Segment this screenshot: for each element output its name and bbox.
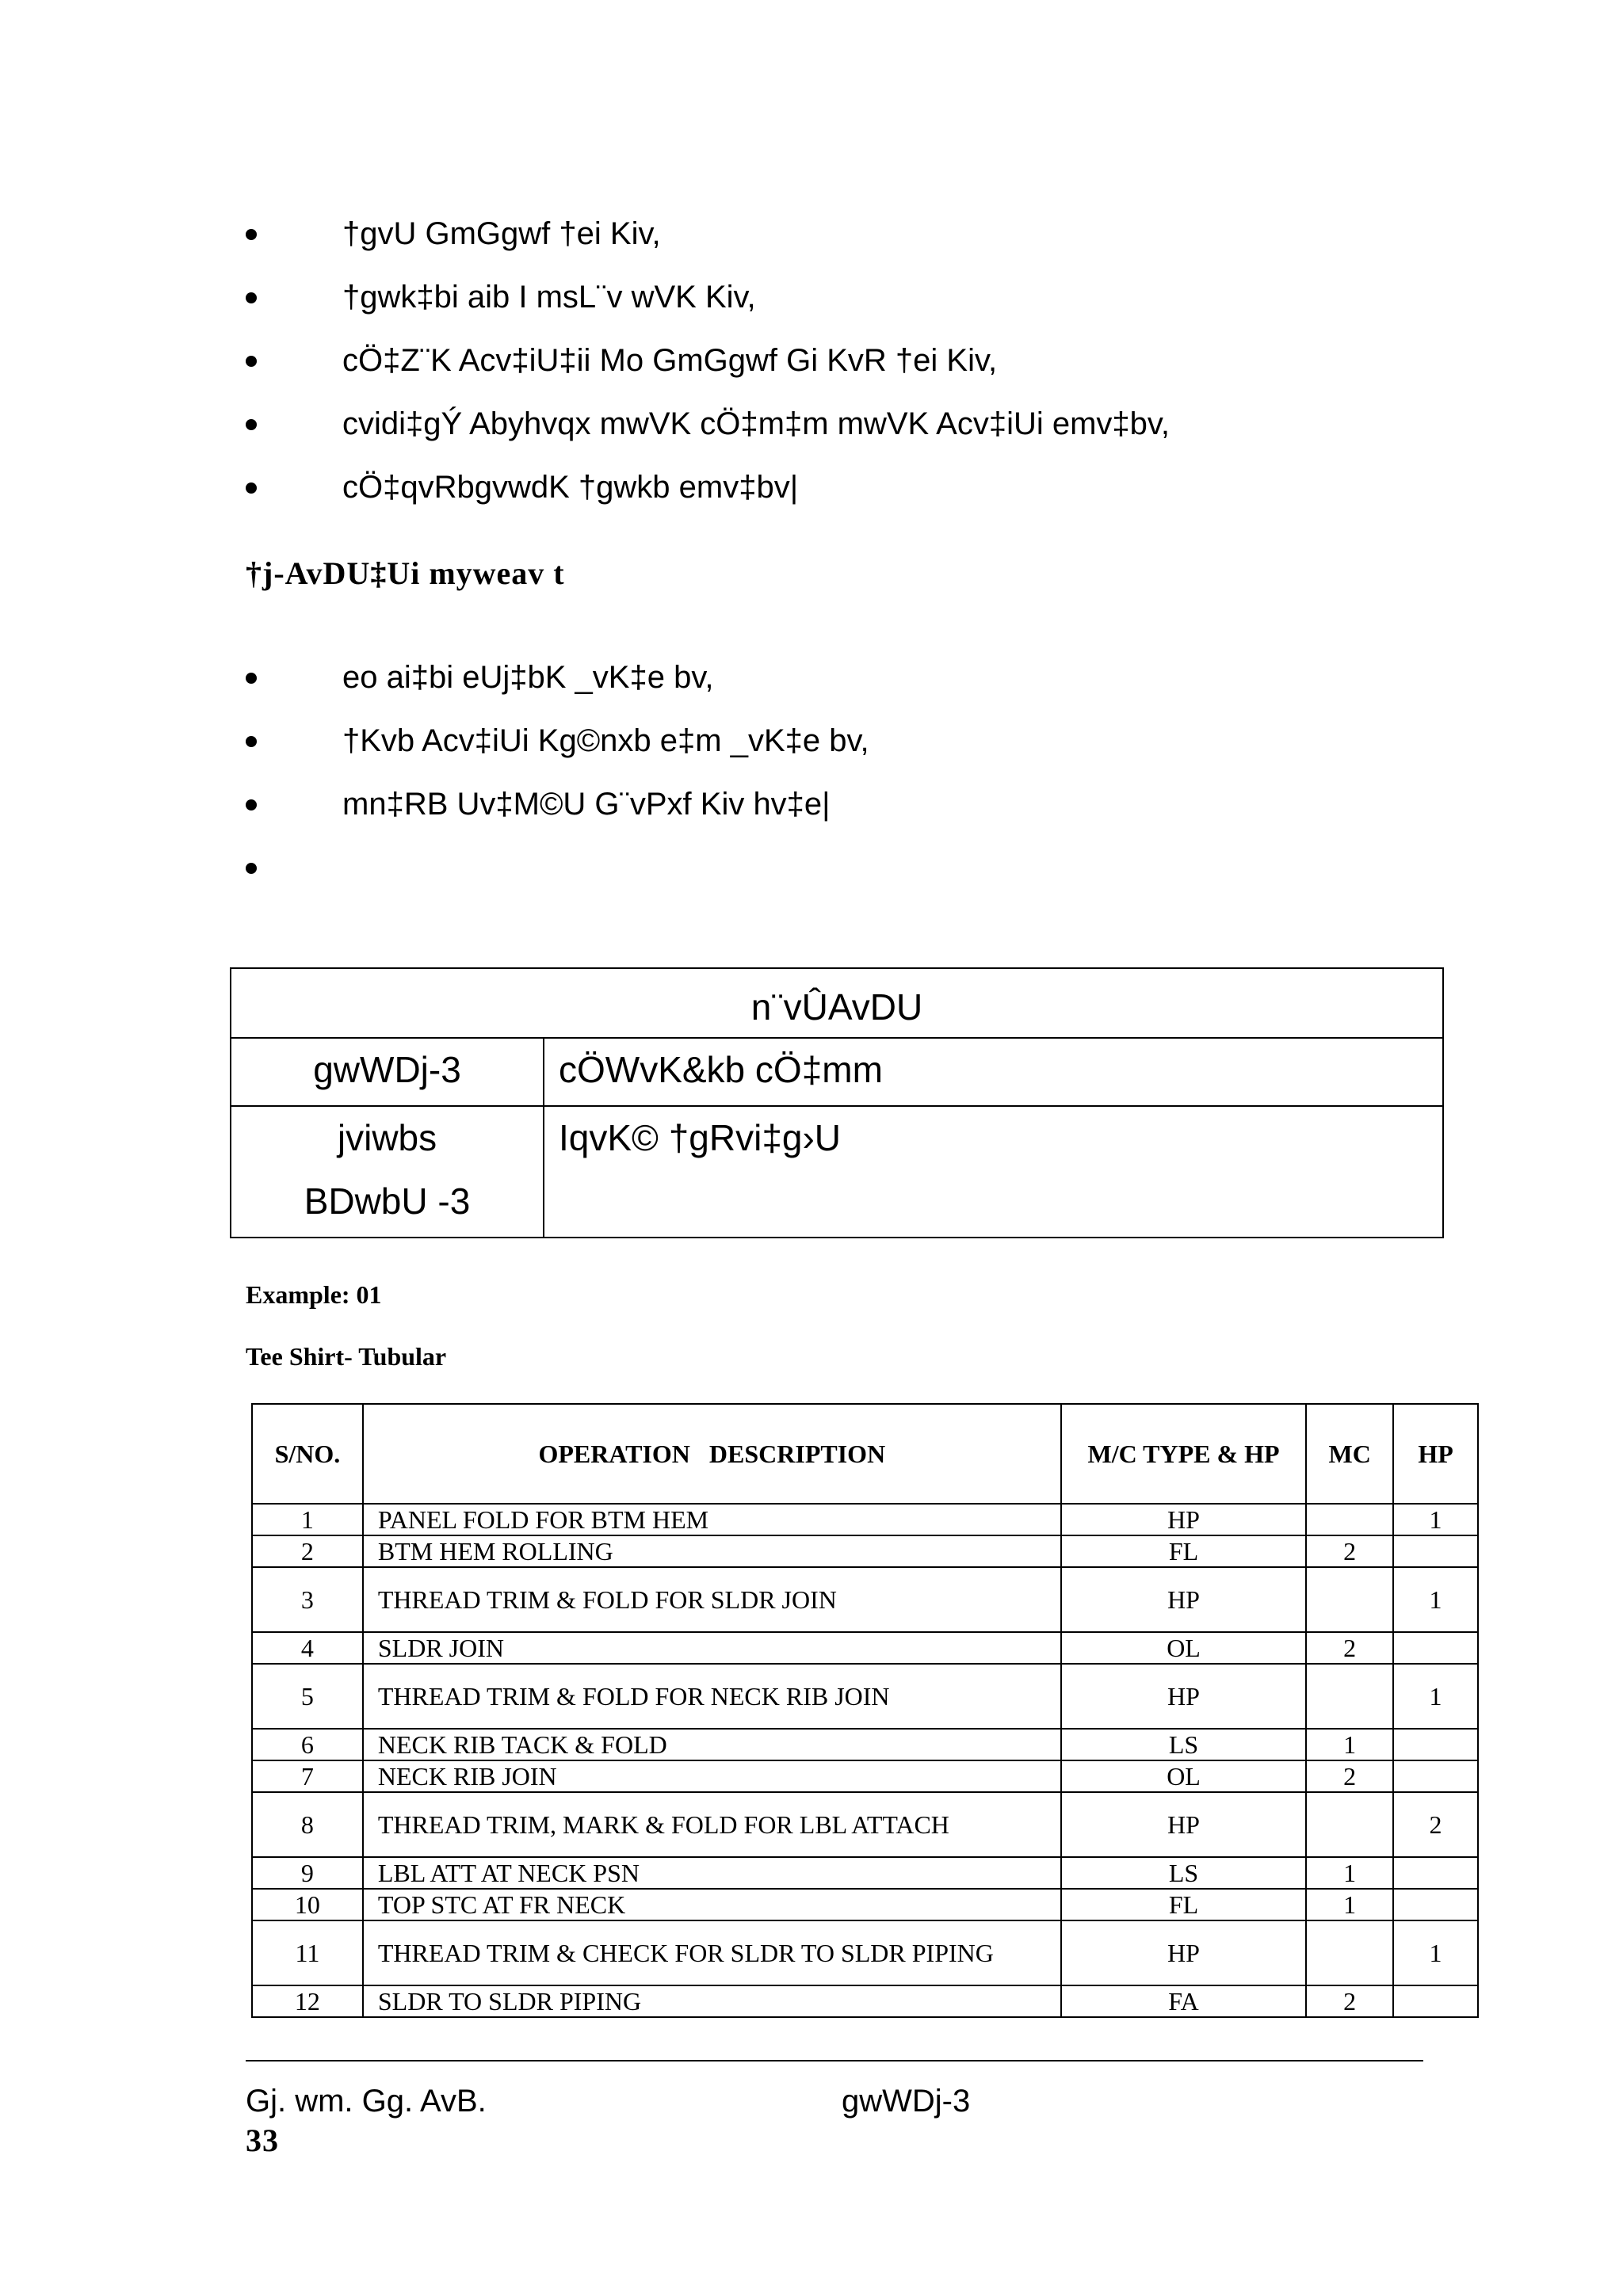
cell-sno: 8 bbox=[252, 1792, 363, 1857]
cell-operation: NECK RIB JOIN bbox=[363, 1760, 1061, 1792]
cell-mc bbox=[1306, 1567, 1393, 1632]
table-row bbox=[252, 1760, 1478, 1792]
cell-operation: SLDR JOIN bbox=[363, 1632, 1061, 1664]
cell-hp: 1 bbox=[1393, 1664, 1478, 1729]
bullet-icon bbox=[246, 736, 257, 747]
learning-unit-label-line2: BDwbU -3 bbox=[304, 1180, 471, 1222]
table-row bbox=[252, 1535, 1478, 1567]
cell-sno: 9 bbox=[252, 1857, 363, 1889]
bullet-icon bbox=[246, 356, 257, 367]
cell-mc: 1 bbox=[1306, 1889, 1393, 1920]
cell-hp bbox=[1393, 1985, 1478, 2017]
cell-operation: LBL ATT AT NECK PSN bbox=[363, 1857, 1061, 1889]
info-box bbox=[230, 967, 1444, 1238]
example-label: Example: 01 bbox=[246, 1280, 382, 1309]
garment-label: Tee Shirt- Tubular bbox=[246, 1342, 447, 1371]
bullet-icon bbox=[246, 799, 257, 810]
cell-mc: 2 bbox=[1306, 1632, 1393, 1664]
footer-rule bbox=[246, 2060, 1423, 2061]
section-heading: †j-AvDU‡Ui myweav t bbox=[246, 555, 565, 591]
list-item-text: eo ai‡bi eUj‡bK _vK‡e bv, bbox=[342, 660, 714, 695]
cell-mc-type: LS bbox=[1061, 1857, 1306, 1889]
cell-hp bbox=[1393, 1729, 1478, 1760]
cell-hp: 1 bbox=[1393, 1504, 1478, 1535]
cell-sno: 2 bbox=[252, 1535, 363, 1567]
cell-mc-type: LS bbox=[1061, 1729, 1306, 1760]
cell-mc-type: FL bbox=[1061, 1889, 1306, 1920]
cell-mc: 1 bbox=[1306, 1729, 1393, 1760]
cell-hp: 1 bbox=[1393, 1567, 1478, 1632]
header-sno: S/NO. bbox=[252, 1404, 363, 1504]
list-item-text: †gvU GmGgwf †ei Kiv, bbox=[342, 216, 661, 251]
list-item-text: †gwk‡bi aib I msL¨v wVK Kiv, bbox=[342, 280, 756, 315]
footer-center: gwWDj-3 bbox=[842, 2084, 971, 2119]
cell-sno: 10 bbox=[252, 1889, 363, 1920]
cell-operation: THREAD TRIM & FOLD FOR NECK RIB JOIN bbox=[363, 1664, 1061, 1729]
operations-table bbox=[251, 1403, 1479, 2018]
list-item-text: cÖ‡Z¨K Acv‡iU‡ii Mo GmGgwf Gi KvR †ei Kiv, bbox=[342, 343, 998, 378]
cell-hp: 1 bbox=[1393, 1920, 1478, 1985]
cell-mc-type: HP bbox=[1061, 1504, 1306, 1535]
cell-hp bbox=[1393, 1632, 1478, 1664]
cell-operation: PANEL FOLD FOR BTM HEM bbox=[363, 1504, 1061, 1535]
cell-sno: 12 bbox=[252, 1985, 363, 2017]
cell-mc bbox=[1306, 1792, 1393, 1857]
bullet-icon bbox=[246, 229, 257, 240]
cell-mc bbox=[1306, 1920, 1393, 1985]
cell-mc-type: FA bbox=[1061, 1985, 1306, 2017]
cell-mc-type: HP bbox=[1061, 1920, 1306, 1985]
table-header-row bbox=[252, 1404, 1478, 1504]
table-row bbox=[252, 1985, 1478, 2017]
cell-hp bbox=[1393, 1857, 1478, 1889]
page-number: 33 bbox=[246, 2122, 279, 2158]
bullet-icon bbox=[246, 863, 257, 874]
bullet-icon bbox=[246, 419, 257, 430]
cell-operation: SLDR TO SLDR PIPING bbox=[363, 1985, 1061, 2017]
cell-sno: 4 bbox=[252, 1632, 363, 1664]
cell-mc-type: HP bbox=[1061, 1664, 1306, 1729]
header-mc-type: M/C TYPE & HP bbox=[1061, 1404, 1306, 1504]
table-row bbox=[252, 1664, 1478, 1729]
cell-hp bbox=[1393, 1760, 1478, 1792]
list-item-text: mn‡RB Uv‡M©U G¨vPxf Kiv hv‡e| bbox=[342, 787, 831, 822]
cell-mc-type: HP bbox=[1061, 1792, 1306, 1857]
table-row bbox=[252, 1632, 1478, 1664]
cell-operation: BTM HEM ROLLING bbox=[363, 1535, 1061, 1567]
cell-mc: 2 bbox=[1306, 1535, 1393, 1567]
header-operation: OPERATION DESCRIPTION bbox=[363, 1404, 1061, 1504]
cell-hp bbox=[1393, 1535, 1478, 1567]
cell-operation: THREAD TRIM & FOLD FOR SLDR JOIN bbox=[363, 1567, 1061, 1632]
bullet-icon bbox=[246, 292, 257, 303]
learning-unit-value: IqvK© †gRvi‡g›U bbox=[559, 1117, 842, 1158]
cell-mc-type: OL bbox=[1061, 1632, 1306, 1664]
learning-unit-label-line1: jviwbs bbox=[337, 1117, 437, 1158]
cell-sno: 5 bbox=[252, 1664, 363, 1729]
cell-mc: 1 bbox=[1306, 1857, 1393, 1889]
cell-operation: TOP STC AT FR NECK bbox=[363, 1889, 1061, 1920]
module-value: cÖWvK&kb cÖ‡mm bbox=[559, 1049, 883, 1090]
table-row bbox=[252, 1504, 1478, 1535]
header-hp: HP bbox=[1393, 1404, 1478, 1504]
cell-mc: 2 bbox=[1306, 1760, 1393, 1792]
cell-operation: THREAD TRIM & CHECK FOR SLDR TO SLDR PIPING bbox=[363, 1920, 1061, 1985]
cell-mc bbox=[1306, 1504, 1393, 1535]
cell-hp bbox=[1393, 1889, 1478, 1920]
cell-operation: NECK RIB TACK & FOLD bbox=[363, 1729, 1061, 1760]
list-item-text: cvidi‡gÝ Abyhvqx mwVK cÖ‡m‡m mwVK Acv‡iUi emv‡bv, bbox=[342, 406, 1170, 441]
module-label: gwWDj-3 bbox=[313, 1049, 461, 1090]
cell-mc-type: HP bbox=[1061, 1567, 1306, 1632]
cell-mc-type: OL bbox=[1061, 1760, 1306, 1792]
cell-operation: THREAD TRIM, MARK & FOLD FOR LBL ATTACH bbox=[363, 1792, 1061, 1857]
cell-sno: 1 bbox=[252, 1504, 363, 1535]
cell-hp: 2 bbox=[1393, 1792, 1478, 1857]
table-row bbox=[252, 1889, 1478, 1920]
cell-mc: 2 bbox=[1306, 1985, 1393, 2017]
list-item-text: cÖ‡qvRbgvwdK †gwkb emv‡bv| bbox=[342, 470, 799, 505]
table-row bbox=[252, 1920, 1478, 1985]
cell-sno: 7 bbox=[252, 1760, 363, 1792]
table-row bbox=[252, 1729, 1478, 1760]
header-mc: MC bbox=[1306, 1404, 1393, 1504]
info-box-title: n¨vÛAvDU bbox=[231, 969, 1442, 1039]
bullet-icon bbox=[246, 482, 257, 494]
cell-sno: 6 bbox=[252, 1729, 363, 1760]
info-box-divider bbox=[543, 1037, 544, 1238]
table-row bbox=[252, 1792, 1478, 1857]
cell-mc bbox=[1306, 1664, 1393, 1729]
table-row bbox=[252, 1567, 1478, 1632]
list-item-text: †Kvb Acv‡iUi Kg©nxb e‡m _vK‡e bv, bbox=[342, 723, 869, 758]
cell-sno: 3 bbox=[252, 1567, 363, 1632]
bullet-icon bbox=[246, 673, 257, 684]
cell-mc-type: FL bbox=[1061, 1535, 1306, 1567]
footer-left: Gj. wm. Gg. AvB. bbox=[246, 2084, 487, 2119]
table-row bbox=[252, 1857, 1478, 1889]
cell-sno: 11 bbox=[252, 1920, 363, 1985]
